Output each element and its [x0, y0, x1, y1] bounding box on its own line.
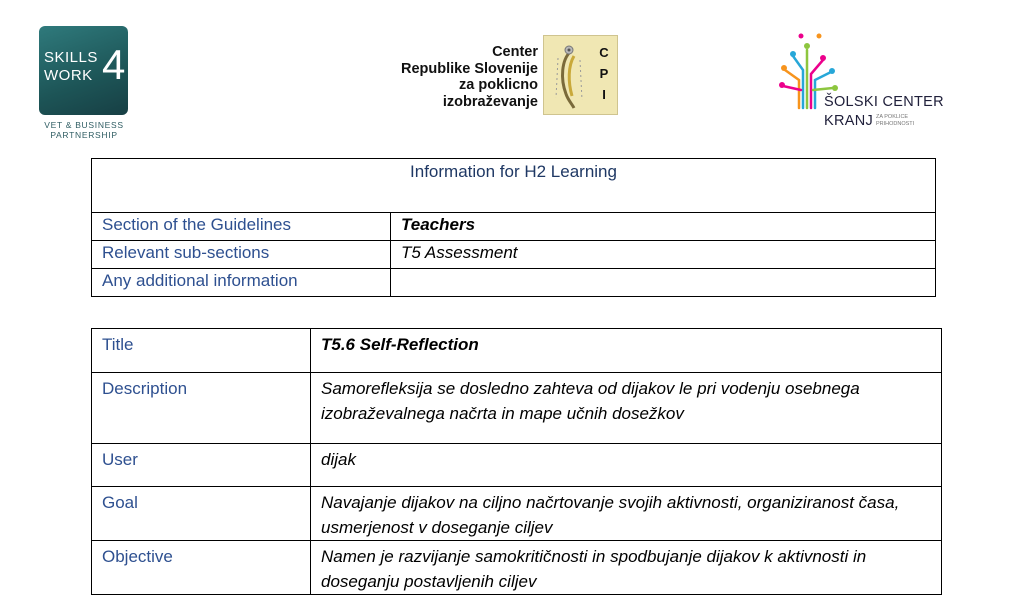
detail-label-title: Title — [92, 329, 311, 373]
info-label-additional: Any additional information — [92, 269, 391, 297]
detail-label-description: Description — [92, 373, 311, 444]
info-value-section: Teachers — [391, 213, 936, 241]
cpi-logo-mark — [543, 35, 618, 115]
solski-center-line1: ŠOLSKI CENTER — [824, 94, 944, 110]
info-label-subsections: Relevant sub-sections — [92, 241, 391, 269]
table-row — [92, 373, 942, 444]
skills-work-logo-number: 4 — [102, 41, 126, 88]
detail-value-title: T5.6 Self-Reflection — [311, 329, 942, 373]
detail-label-user: User — [92, 444, 311, 487]
solski-center-small2: PRIHODNOSTI — [876, 120, 915, 127]
table-row — [92, 269, 936, 297]
info-table-header-row — [92, 159, 936, 213]
detail-label-objective: Objective — [92, 541, 311, 595]
skills-work-caption1: VET & BUSINESS — [44, 120, 124, 130]
detail-value-description: Samorefleksija se dosledno zahteva od dijakov le pri vodenju osebnega izobraževalnega načrta in mape učnih dosežkov — [311, 373, 942, 444]
detail-value-user: dijak — [311, 444, 942, 487]
info-value-additional — [391, 269, 936, 297]
table-row — [92, 329, 942, 373]
info-label-section: Section of the Guidelines — [92, 213, 391, 241]
table-row — [92, 444, 942, 487]
table-row — [92, 241, 936, 269]
info-table — [91, 158, 936, 297]
cpi-letter: I — [602, 87, 606, 102]
skills-work-logo-mark — [39, 26, 128, 115]
table-row — [92, 213, 936, 241]
cpi-letter: P — [599, 66, 609, 81]
solski-center-small1: ZA POKLICE — [876, 114, 909, 120]
cpi-logo-line: izobraževanje — [442, 93, 538, 110]
cpi-letters — [597, 42, 611, 105]
table-row — [92, 541, 942, 595]
cpi-logo-text — [328, 44, 538, 110]
solski-center-line2: KRANJ — [824, 113, 874, 129]
detail-label-goal: Goal — [92, 487, 311, 541]
solski-center-small-text — [876, 114, 916, 127]
detail-table — [91, 328, 942, 595]
info-value-subsections: T5 Assessment — [391, 241, 936, 269]
cpi-logo-line: Republike Slovenije — [401, 60, 538, 77]
cpi-logo-line: za poklicno — [459, 77, 538, 93]
cpi-letter: C — [599, 45, 609, 60]
skills-work-logo — [39, 26, 129, 140]
detail-value-goal: Navajanje dijakov na ciljno načrtovanje svojih aktivnosti, organiziranost časa, usmerjenost v doseganje ciljev — [311, 487, 942, 541]
cpi-logo-line: Center — [492, 44, 538, 60]
detail-value-objective: Namen je razvijanje samokritičnosti in spodbujanje dijakov k aktivnosti in doseganju postavljenih ciljev — [311, 541, 942, 595]
skills-work-logo-line2: WORK — [44, 67, 93, 84]
info-table-header: Information for H2 Learning — [92, 159, 936, 213]
cpi-emblem-icon — [548, 38, 588, 112]
skills-work-logo-line1: SKILLS — [44, 49, 98, 66]
table-row — [92, 487, 942, 541]
skills-work-caption2: PARTNERSHIP — [50, 130, 118, 140]
